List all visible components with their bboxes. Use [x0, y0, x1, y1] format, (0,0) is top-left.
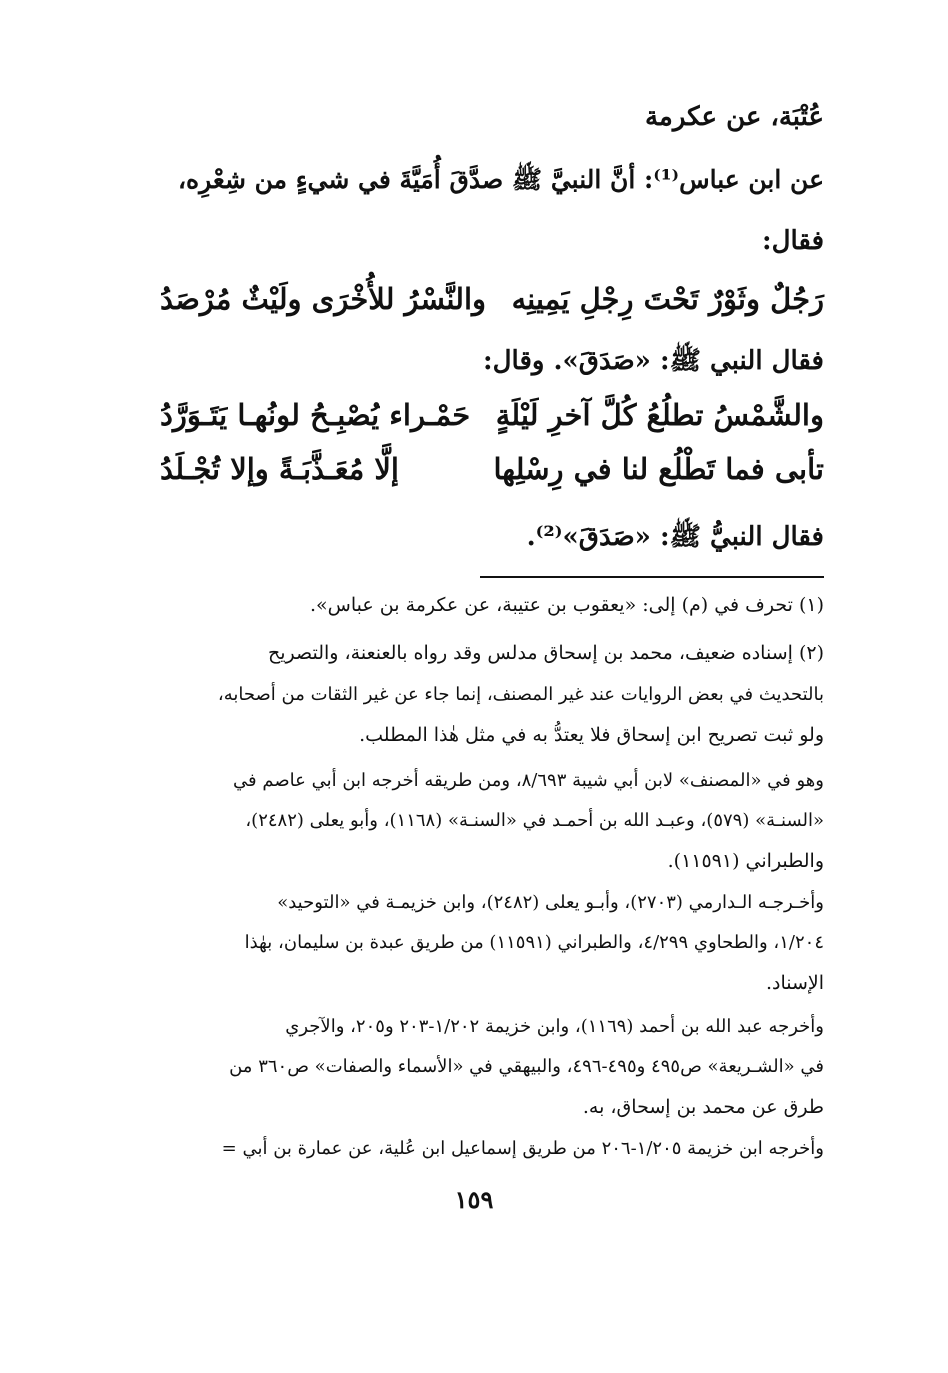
verse-3-first-hemistich: تأبى فما تَطْلُع لنا في رِسْلِها	[493, 452, 824, 486]
footnote-line: (٢) إسناده ضعيف، محمد بن إسحاق مدلس وقد رواه بالعنعنة، والتصريح	[267, 642, 824, 664]
footnote-line: في «الشـريعة» ص٤٩٥ و٤٩٥-٤٩٦، والبيهقي في «الأسماء والصفات» ص٣٦٠ من	[229, 1056, 824, 1077]
verse-2-first-hemistich: والشَّمْسُ تطلُعُ كُلَّ آخرِ لَيْلَةٍ	[495, 398, 824, 432]
verse-1-second-hemistich: والنَّسْرُ للأُخْرَى ولَيْثٌ مُرْصَدُ	[160, 282, 487, 316]
footnote-separator	[480, 576, 824, 578]
verse-3-second-hemistich: إلَّا مُعَـذَّبَـةً وإلا تُجْـلَدُ	[160, 452, 399, 486]
footnote-line: الإسناد.	[765, 972, 824, 994]
footnote-line: طرق عن محمد بن إسحاق، به.	[582, 1096, 824, 1118]
footnote-line: وأخرجه ابن خزيمة ١/٢٠٥-٢٠٦ من طريق إسماعيل ابن عُلية، عن عمارة بن أبي =	[221, 1138, 824, 1159]
verse-2-second-hemistich: حَمْـراء يُصْبِـحُ لونُهـا يَتَـوَرَّدُ	[160, 398, 471, 432]
footnote-line: ١/٢٠٤، والطحاوي ٤/٢٩٩، والطبراني (١١٥٩١) من طريق عبدة بن سليمان، بهٰذا	[244, 932, 824, 953]
footnote-line: بالتحديث في بعض الروايات عند غير المصنف، إنما جاء عن غير الثقات من أصحابه،	[217, 684, 824, 705]
footnote-line: وأخـرجـه الـدارمي (٢٧٠٣)، وأبـو يعلى (٢٤٨٢)، وابن خزيمـة في «التوحيد»	[277, 892, 824, 913]
footnote-line: ولو ثبت تصريح ابن إسحاق فلا يعتدُّ به في مثل هٰذا المطلب.	[359, 724, 824, 746]
footnote-line: وأخرجه عبد الله بن أحمد (١١٦٩)، وابن خزيمة ١/٢٠٢-٢٠٣ و٢٠٥، والآجري	[285, 1016, 824, 1037]
hadith-line-fqal: فقال:	[762, 226, 824, 256]
footnote-line: (١) تحرف في (م) إلى: «يعقوب بن عتيبة، عن عكرمة بن عباس».	[310, 594, 824, 616]
hadith-line: عن ابن عباس⁽¹⁾: أنَّ النبيَّ ﷺ صدَّقَ أُمَيَّةَ في شيءٍ من شِعْرِه،	[177, 165, 824, 194]
prophet-response-line-final: فقال النبيُّ ﷺ: «صَدَقَ»⁽²⁾.	[526, 522, 824, 552]
prophet-response-line: فقال النبي ﷺ: «صَدَقَ». وقال:	[483, 346, 824, 376]
heading-continuation: عُتْبَة، عن عكرمة	[644, 102, 824, 132]
verse-1-first-hemistich: رَجُلٌ وثَوْرٌ تَحْتَ رِجْلِ يَمِينِه	[511, 282, 824, 316]
footnote-line: وهو في «المصنف» لابن أبي شيبة ٨/٦٩٣، ومن طريقه أخرجه ابن أبي عاصم في	[233, 770, 824, 791]
footnote-line: «السنـة» (٥٧٩)، وعبـد الله بن أحمـد في «السنـة» (١١٦٨)، وأبو يعلى (٢٤٨٢)،	[245, 810, 824, 831]
footnote-line: والطبراني (١١٥٩١).	[667, 850, 824, 872]
page-number: ١٥٩	[454, 1185, 494, 1214]
